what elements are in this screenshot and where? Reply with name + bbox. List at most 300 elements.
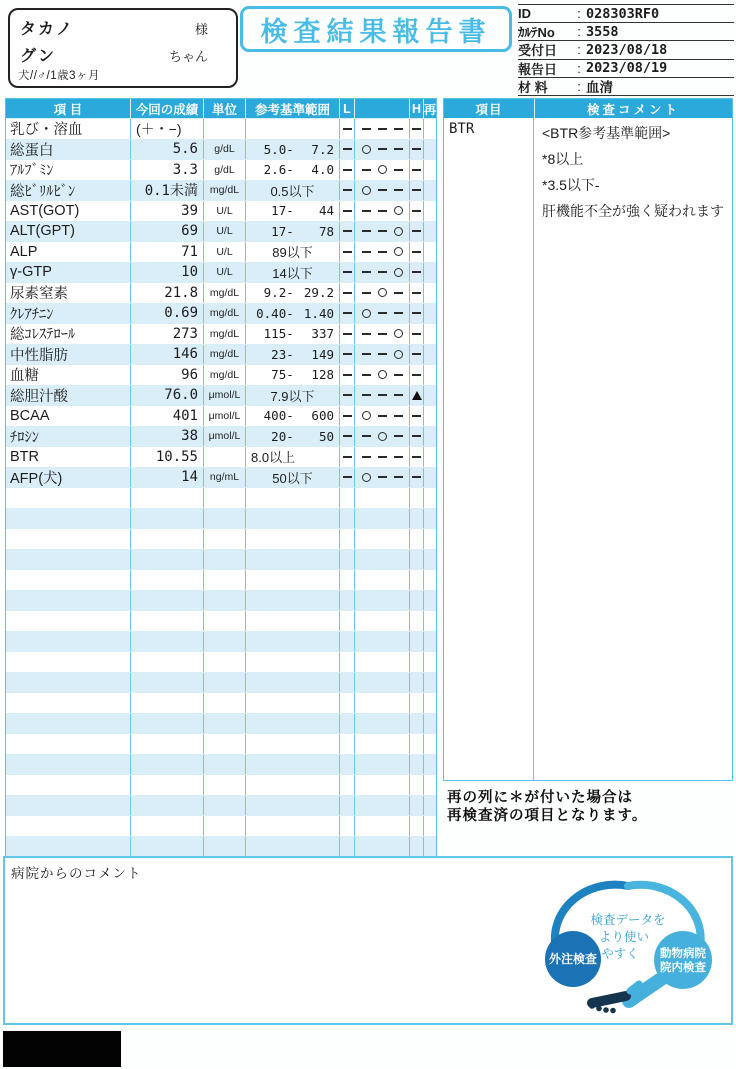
unit-cell: U/L bbox=[203, 222, 245, 242]
unit-cell: U/L bbox=[203, 201, 245, 221]
range-dash: - bbox=[286, 428, 294, 444]
scale-dash-icon bbox=[378, 333, 387, 335]
results-table-header bbox=[6, 99, 436, 118]
scale-dash-icon bbox=[412, 169, 421, 171]
item-cell bbox=[6, 693, 130, 713]
retest-cell bbox=[423, 447, 436, 467]
unit-cell: mg/dL bbox=[203, 365, 245, 385]
retest-cell bbox=[423, 837, 436, 857]
low-flag-cell bbox=[339, 304, 354, 324]
scale-cell bbox=[354, 570, 409, 590]
scale-cell bbox=[354, 591, 409, 611]
table-row bbox=[6, 467, 436, 488]
item-cell: ｱﾙﾌﾞﾐﾝ bbox=[10, 163, 54, 180]
scale-dash-icon bbox=[412, 251, 421, 253]
retest-cell bbox=[423, 406, 436, 426]
meta-separator: : bbox=[577, 6, 581, 22]
scale-cell bbox=[354, 755, 409, 775]
range-high: 1.40 bbox=[303, 305, 334, 321]
low-flag-cell bbox=[339, 201, 354, 221]
in-range-mark-icon bbox=[394, 329, 403, 338]
scale-dash-icon bbox=[412, 189, 421, 191]
range-low: 400 bbox=[263, 408, 287, 424]
low-flag-cell bbox=[339, 160, 354, 180]
in-range-mark-icon bbox=[394, 227, 403, 236]
result-cell bbox=[130, 755, 203, 775]
empty-table-row bbox=[6, 549, 436, 570]
retest-cell bbox=[423, 222, 436, 242]
scale-cell bbox=[354, 734, 409, 754]
range-high: 7.2 bbox=[311, 141, 334, 157]
result-cell bbox=[130, 816, 203, 836]
scale-cell bbox=[354, 509, 409, 529]
scale-cell bbox=[354, 468, 409, 488]
scale-dash-icon bbox=[412, 415, 421, 417]
in-range-mark-icon bbox=[378, 165, 387, 174]
retest-cell bbox=[423, 488, 436, 508]
retest-cell bbox=[423, 714, 436, 734]
scale-dash-icon bbox=[412, 333, 421, 335]
high-flag-cell bbox=[409, 386, 423, 406]
scale-cell bbox=[354, 406, 409, 426]
range-cell bbox=[245, 119, 339, 139]
high-mark-icon bbox=[412, 391, 422, 400]
table-row bbox=[6, 262, 436, 283]
col-header-mid bbox=[354, 99, 409, 118]
high-flag-cell bbox=[409, 242, 423, 262]
meta-label: ｶﾙﾃNo bbox=[518, 25, 555, 41]
unit-cell: mg/dL bbox=[203, 304, 245, 324]
high-flag-cell bbox=[409, 140, 423, 160]
col-header-range: 参考基準範囲 bbox=[245, 99, 339, 118]
table-row bbox=[6, 323, 436, 344]
low-flag-cell bbox=[339, 447, 354, 467]
scale-dash-icon bbox=[412, 476, 421, 478]
high-flag-cell bbox=[409, 222, 423, 242]
retest-note-line1: 再の列に＊が付いた場合は bbox=[447, 790, 633, 806]
range-cell bbox=[245, 611, 339, 631]
scale-cell bbox=[354, 345, 409, 365]
retest-cell bbox=[423, 304, 436, 324]
unit-cell bbox=[203, 611, 245, 631]
scale-cell bbox=[354, 119, 409, 139]
item-cell: BCAA bbox=[10, 407, 50, 424]
scale-cell bbox=[354, 632, 409, 652]
meta-label: 報告日 bbox=[518, 61, 558, 77]
retest-cell bbox=[423, 673, 436, 693]
scale-cell bbox=[354, 652, 409, 672]
range-cell bbox=[245, 140, 339, 160]
unit-cell bbox=[203, 570, 245, 590]
item-cell bbox=[6, 775, 130, 795]
result-cell bbox=[130, 509, 203, 529]
low-flag-cell bbox=[339, 283, 354, 303]
range-high: 29.2 bbox=[303, 285, 334, 301]
scale-dash-icon bbox=[343, 169, 352, 171]
item-cell bbox=[6, 734, 130, 754]
scale-dash-icon bbox=[362, 333, 371, 335]
low-flag-cell bbox=[339, 775, 354, 795]
high-flag-cell bbox=[409, 775, 423, 795]
high-flag-cell bbox=[409, 263, 423, 283]
scale-cell bbox=[354, 201, 409, 221]
meta-value: 2023/08/18 bbox=[586, 41, 668, 58]
empty-table-row bbox=[6, 569, 436, 590]
retest-cell bbox=[423, 119, 436, 139]
col-header-high: H bbox=[409, 99, 423, 118]
scale-dash-icon bbox=[362, 128, 371, 130]
unit-cell: mg/dL bbox=[203, 283, 245, 303]
unit-cell: mg/dL bbox=[203, 345, 245, 365]
result-cell: 76.0 bbox=[130, 386, 203, 406]
unit-cell: μmol/L bbox=[203, 386, 245, 406]
low-flag-cell bbox=[339, 673, 354, 693]
scale-dash-icon bbox=[412, 435, 421, 437]
unit-cell bbox=[203, 550, 245, 570]
scale-dash-icon bbox=[343, 415, 352, 417]
comment-lines bbox=[534, 118, 732, 780]
range-cell bbox=[245, 345, 339, 365]
result-cell: 96 bbox=[130, 365, 203, 385]
range-cell bbox=[245, 263, 339, 283]
scale-cell bbox=[354, 222, 409, 242]
scale-dash-icon bbox=[343, 312, 352, 314]
range-dash: - bbox=[286, 203, 294, 219]
item-cell: BTR bbox=[10, 448, 39, 465]
unit-cell: μmol/L bbox=[203, 427, 245, 447]
scale-dash-icon bbox=[343, 333, 352, 335]
low-flag-cell bbox=[339, 345, 354, 365]
result-cell: 69 bbox=[130, 222, 203, 242]
low-flag-cell bbox=[339, 734, 354, 754]
unit-cell: mg/dL bbox=[203, 181, 245, 201]
range-low: 5.0 bbox=[263, 141, 287, 157]
low-flag-cell bbox=[339, 468, 354, 488]
high-flag-cell bbox=[409, 755, 423, 775]
scale-dash-icon bbox=[412, 128, 421, 130]
range-high: 44 bbox=[318, 203, 334, 219]
logo-center-text-3: やすく bbox=[601, 947, 639, 961]
high-flag-cell bbox=[409, 714, 423, 734]
range-cell bbox=[245, 488, 339, 508]
meta-label: 受付日 bbox=[518, 43, 558, 59]
high-flag-cell bbox=[409, 468, 423, 488]
owner-row bbox=[10, 10, 236, 39]
range-single: 14以下 bbox=[272, 265, 313, 281]
range-low: 20 bbox=[271, 428, 287, 444]
unit-cell bbox=[203, 755, 245, 775]
in-range-mark-icon bbox=[394, 268, 403, 277]
scale-dash-icon bbox=[394, 169, 403, 171]
scale-dash-icon bbox=[394, 128, 403, 130]
range-dash: - bbox=[286, 141, 294, 157]
result-cell bbox=[130, 837, 203, 857]
logo-finger-icon bbox=[610, 1008, 616, 1014]
scale-dash-icon bbox=[343, 189, 352, 191]
item-cell: 総ｺﾚｽﾃﾛｰﾙ bbox=[10, 327, 76, 344]
unit-cell bbox=[203, 591, 245, 611]
high-flag-cell bbox=[409, 488, 423, 508]
scale-cell bbox=[354, 796, 409, 816]
owner-name: タカノ bbox=[20, 21, 75, 38]
scale-cell bbox=[354, 550, 409, 570]
scale-dash-icon bbox=[378, 210, 387, 212]
range-single: 0.5以下 bbox=[270, 183, 315, 199]
scale-cell bbox=[354, 447, 409, 467]
scale-cell bbox=[354, 816, 409, 836]
result-cell bbox=[130, 652, 203, 672]
col-header-result: 今回の成績 bbox=[130, 99, 203, 118]
scale-dash-icon bbox=[343, 292, 352, 294]
empty-table-row bbox=[6, 774, 436, 795]
scale-dash-icon bbox=[394, 292, 403, 294]
unit-cell: U/L bbox=[203, 263, 245, 283]
item-cell: 尿素窒素 bbox=[10, 286, 68, 303]
low-flag-cell bbox=[339, 181, 354, 201]
retest-cell bbox=[423, 201, 436, 221]
scale-dash-icon bbox=[343, 210, 352, 212]
scale-cell bbox=[354, 140, 409, 160]
retest-cell bbox=[423, 365, 436, 385]
range-cell bbox=[245, 550, 339, 570]
retest-cell bbox=[423, 652, 436, 672]
scale-dash-icon bbox=[394, 456, 403, 458]
scale-cell bbox=[354, 693, 409, 713]
scale-dash-icon bbox=[362, 374, 371, 376]
high-flag-cell bbox=[409, 591, 423, 611]
scale-dash-icon bbox=[362, 230, 371, 232]
table-row bbox=[6, 221, 436, 242]
comment-col-item: 項目 bbox=[475, 102, 503, 117]
logo-left-label: 外注検査 bbox=[548, 952, 598, 966]
range-dash: - bbox=[286, 367, 294, 383]
item-cell: ALT(GPT) bbox=[10, 223, 75, 240]
unit-cell: mg/dL bbox=[203, 324, 245, 344]
scale-dash-icon bbox=[394, 374, 403, 376]
high-flag-cell bbox=[409, 837, 423, 857]
unit-cell bbox=[203, 632, 245, 652]
logo-center-text-2: より使い bbox=[598, 930, 650, 944]
in-range-mark-icon bbox=[362, 473, 371, 482]
empty-table-row bbox=[6, 610, 436, 631]
comment-panel-body bbox=[444, 118, 732, 780]
retest-cell bbox=[423, 386, 436, 406]
range-cell bbox=[245, 181, 339, 201]
result-cell: 39 bbox=[130, 201, 203, 221]
scale-cell bbox=[354, 775, 409, 795]
result-cell: 146 bbox=[130, 345, 203, 365]
retest-cell bbox=[423, 755, 436, 775]
range-cell bbox=[245, 406, 339, 426]
meta-label: 材 料 bbox=[518, 79, 548, 95]
scale-dash-icon bbox=[412, 148, 421, 150]
scale-dash-icon bbox=[362, 271, 371, 273]
item-cell: AST(GOT) bbox=[10, 202, 80, 219]
in-range-mark-icon bbox=[362, 145, 371, 154]
unit-cell bbox=[203, 529, 245, 549]
retest-note-line2: 再検査済の項目となります。 bbox=[447, 808, 648, 824]
col-header-unit: 単位 bbox=[203, 99, 245, 118]
meta-row bbox=[518, 41, 734, 59]
low-flag-cell bbox=[339, 263, 354, 283]
range-dash: - bbox=[286, 408, 294, 424]
range-single: 7.9以下 bbox=[270, 388, 315, 404]
item-cell bbox=[6, 755, 130, 775]
item-cell bbox=[6, 816, 130, 836]
item-cell: 乳び・溶血 bbox=[10, 122, 83, 139]
range-cell bbox=[245, 242, 339, 262]
range-cell bbox=[245, 222, 339, 242]
item-cell bbox=[6, 570, 130, 590]
scale-dash-icon bbox=[343, 251, 352, 253]
meta-separator: : bbox=[577, 78, 581, 94]
meta-rows bbox=[518, 5, 734, 96]
range-cell bbox=[245, 427, 339, 447]
meta-value: 血清 bbox=[586, 80, 613, 97]
low-flag-cell bbox=[339, 837, 354, 857]
unit-cell: ng/mL bbox=[203, 468, 245, 488]
unit-cell: g/dL bbox=[203, 140, 245, 160]
result-cell bbox=[130, 693, 203, 713]
in-range-mark-icon bbox=[362, 309, 371, 318]
low-flag-cell bbox=[339, 591, 354, 611]
empty-table-row bbox=[6, 692, 436, 713]
scale-cell bbox=[354, 263, 409, 283]
retest-cell bbox=[423, 734, 436, 754]
retest-cell bbox=[423, 345, 436, 365]
high-flag-cell bbox=[409, 570, 423, 590]
scale-dash-icon bbox=[378, 230, 387, 232]
logo-right-label-1: 動物病院 bbox=[660, 948, 706, 960]
unit-cell bbox=[203, 509, 245, 529]
range-dash: - bbox=[286, 326, 294, 342]
retest-cell bbox=[423, 529, 436, 549]
high-flag-cell bbox=[409, 734, 423, 754]
scale-dash-icon bbox=[378, 148, 387, 150]
scale-dash-icon bbox=[412, 271, 421, 273]
retest-cell bbox=[423, 263, 436, 283]
result-cell: 0.1未満 bbox=[130, 181, 203, 201]
item-cell: γ-GTP bbox=[10, 264, 52, 281]
result-cell bbox=[130, 673, 203, 693]
empty-table-row bbox=[6, 651, 436, 672]
retest-cell bbox=[423, 324, 436, 344]
scale-cell bbox=[354, 488, 409, 508]
range-single: 50以下 bbox=[272, 470, 313, 486]
scale-dash-icon bbox=[394, 312, 403, 314]
unit-cell bbox=[203, 652, 245, 672]
scale-dash-icon bbox=[378, 456, 387, 458]
table-row bbox=[6, 364, 436, 385]
logo-finger-icon bbox=[603, 1007, 609, 1013]
range-cell bbox=[245, 775, 339, 795]
scale-cell bbox=[354, 365, 409, 385]
retest-cell bbox=[423, 816, 436, 836]
range-dash: - bbox=[286, 285, 294, 301]
range-dash: - bbox=[286, 305, 294, 321]
unit-cell bbox=[203, 775, 245, 795]
result-cell bbox=[130, 591, 203, 611]
range-low: 0.40 bbox=[256, 305, 287, 321]
high-flag-cell bbox=[409, 550, 423, 570]
low-flag-cell bbox=[339, 140, 354, 160]
table-row bbox=[6, 385, 436, 406]
result-cell: (＋・−) bbox=[130, 119, 203, 139]
retest-cell bbox=[423, 160, 436, 180]
low-flag-cell bbox=[339, 386, 354, 406]
item-cell: 総胆汁酸 bbox=[10, 388, 68, 405]
item-cell bbox=[6, 632, 130, 652]
scale-dash-icon bbox=[362, 292, 371, 294]
comment-panel-header bbox=[444, 99, 732, 118]
high-flag-cell bbox=[409, 201, 423, 221]
result-cell: 401 bbox=[130, 406, 203, 426]
range-cell bbox=[245, 365, 339, 385]
scale-cell bbox=[354, 427, 409, 447]
high-flag-cell bbox=[409, 365, 423, 385]
low-flag-cell bbox=[339, 365, 354, 385]
meta-separator: : bbox=[577, 60, 581, 76]
report-title: 検査結果報告書 bbox=[240, 6, 512, 52]
low-flag-cell bbox=[339, 816, 354, 836]
range-low: 75 bbox=[271, 367, 287, 383]
high-flag-cell bbox=[409, 529, 423, 549]
meta-box bbox=[518, 4, 734, 96]
scale-dash-icon bbox=[412, 374, 421, 376]
retest-cell bbox=[423, 509, 436, 529]
result-cell bbox=[130, 734, 203, 754]
high-flag-cell bbox=[409, 304, 423, 324]
logo-left-hand-icon bbox=[592, 996, 626, 1003]
table-row bbox=[6, 426, 436, 447]
retest-cell bbox=[423, 468, 436, 488]
result-cell: 10.55 bbox=[130, 447, 203, 467]
low-flag-cell bbox=[339, 570, 354, 590]
range-low: 23 bbox=[271, 346, 287, 362]
col-header-low: L bbox=[339, 99, 354, 118]
scale-dash-icon bbox=[378, 189, 387, 191]
item-cell bbox=[6, 837, 130, 857]
table-row bbox=[6, 159, 436, 180]
meta-row bbox=[518, 5, 734, 23]
range-cell bbox=[245, 386, 339, 406]
high-flag-cell bbox=[409, 509, 423, 529]
range-cell bbox=[245, 652, 339, 672]
item-cell: 血糖 bbox=[10, 368, 39, 385]
scale-dash-icon bbox=[394, 415, 403, 417]
result-cell bbox=[130, 488, 203, 508]
comment-line: *3.5以下- bbox=[542, 177, 600, 193]
empty-table-row bbox=[6, 795, 436, 816]
col-header-item: 項 目 bbox=[53, 102, 83, 117]
unit-cell bbox=[203, 673, 245, 693]
result-cell: 38 bbox=[130, 427, 203, 447]
unit-cell bbox=[203, 837, 245, 857]
scale-dash-icon bbox=[343, 394, 352, 396]
unit-cell: g/dL bbox=[203, 160, 245, 180]
empty-table-row bbox=[6, 508, 436, 529]
low-flag-cell bbox=[339, 755, 354, 775]
range-cell bbox=[245, 591, 339, 611]
scale-dash-icon bbox=[412, 230, 421, 232]
high-flag-cell bbox=[409, 345, 423, 365]
range-high: 50 bbox=[318, 428, 334, 444]
comment-panel bbox=[443, 98, 733, 781]
in-range-mark-icon bbox=[394, 350, 403, 359]
scale-cell bbox=[354, 673, 409, 693]
item-cell bbox=[6, 673, 130, 693]
scale-cell bbox=[354, 386, 409, 406]
